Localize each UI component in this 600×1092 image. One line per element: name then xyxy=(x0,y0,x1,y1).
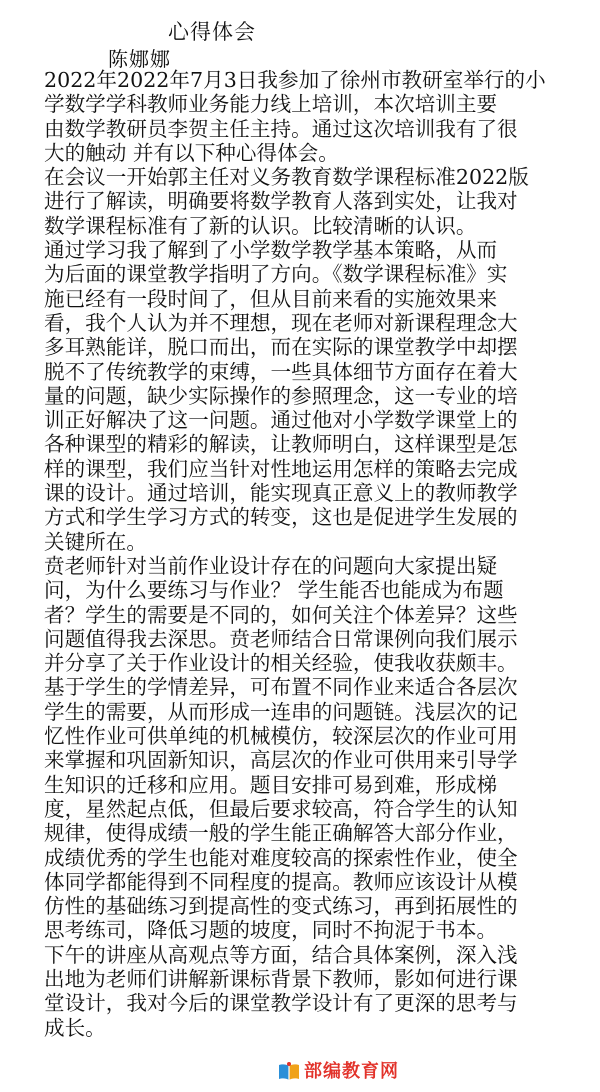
body-line: 由数学教研员李贺主任主持。通过这次培训我有了很 xyxy=(44,116,518,141)
body-line: 下午的讲座从高观点等方面，结合具体案例，深入浅 xyxy=(44,942,518,967)
document-author: 陈娜娜 xyxy=(108,47,171,71)
body-line: 来掌握和巩固新知识，高层次的作业可供用来引导学 xyxy=(44,748,518,773)
body-line: 脱不了传统教学的束缚，一些具体细节方面存在着大 xyxy=(44,359,518,384)
body-line: 成长。 xyxy=(44,1015,106,1040)
document-title: 心得体会 xyxy=(168,20,256,44)
body-line: 并分享了关于作业设计的相关经验，使我收获颇丰。 xyxy=(44,651,518,676)
body-line: 进行了解读，明确要将数学教育人落到实处，让我对 xyxy=(44,189,518,214)
body-line: 学数学学科教师业务能力线上培训，本次培训主要 xyxy=(44,92,498,117)
body-line: 训正好解决了这一问题。通过他对小学数学课堂上的 xyxy=(44,408,518,433)
watermark-text: 部编教育网 xyxy=(304,1061,399,1082)
body-line: 在会议一开始郭主任对义务教育数学课程标准2022版 xyxy=(44,165,529,190)
body-line: 问题值得我去深思。贲老师结合日常课例向我们展示 xyxy=(44,626,518,651)
body-line: 方式和学生学习方式的转变，这也是促进学生发展的 xyxy=(44,505,518,530)
body-line: 仿性的基础练习到提高性的变式练习，再到拓展性的 xyxy=(44,894,518,919)
body-line: 各种课型的精彩的解读，让教师明白，这样课型是怎 xyxy=(44,432,518,457)
open-book-icon xyxy=(277,1061,301,1083)
body-line: 基于学生的学情差异，可布置不同作业来适合各层次 xyxy=(44,675,518,700)
body-line: 忆性作业可供单纯的机械模仿，较深层次的作业可用 xyxy=(44,724,518,749)
body-line: 学生的需要，从而形成一连串的问题链。浅层次的记 xyxy=(44,699,518,724)
body-line: 样的课型，我们应当针对性地运用怎样的策略去完成 xyxy=(44,456,518,481)
body-line: 贲老师针对当前作业设计存在的问题向大家提出疑 xyxy=(44,553,498,578)
body-line: 2022年2022年7月3日我参加了徐州市教研室举行的小 xyxy=(44,68,546,92)
body-line: 施已经有一段时间了，但从目前来看的实施效果来 xyxy=(44,286,498,311)
body-line: 生知识的迁移和应用。题目安排可易到难，形成梯 xyxy=(44,772,498,797)
body-line: 关键所在。 xyxy=(44,529,147,554)
body-line: 通过学习我了解到了小学数学教学基本策略，从而 xyxy=(44,238,498,263)
body-line: 者？学生的需要是不同的，如何关注个体差异？这些 xyxy=(44,602,518,627)
body-line: 规律，使得成绩一般的学生能正确解答大部分作业， xyxy=(44,821,518,846)
body-line: 课的设计。通过培训，能实现真正意义上的教师教学 xyxy=(44,481,518,506)
document-body xyxy=(44,68,600,1040)
body-line: 看，我个人认为并不理想，现在老师对新课程理念大 xyxy=(44,310,518,335)
body-line: 多耳熟能详，脱口而出，而在实际的课堂教学中却摆 xyxy=(44,335,518,360)
body-line: 成绩优秀的学生也能对难度较高的探索性作业，使全 xyxy=(44,845,518,870)
body-line: 为后面的课堂教学指明了方向。《数学课程标准》实 xyxy=(44,262,508,287)
site-watermark xyxy=(275,1058,401,1086)
body-line: 数学课程标准有了新的认识。比较清晰的认识。 xyxy=(44,213,477,238)
body-line: 度，星然起点低，但最后要求较高，符合学生的认知 xyxy=(44,796,518,821)
body-line: 大的触动 并有以下种心得体会。 xyxy=(44,140,339,165)
body-line: 体同学都能得到不同程度的提高。教师应该设计从模 xyxy=(44,869,518,894)
body-line: 量的问题，缺少实际操作的参照理念，这一专业的培 xyxy=(44,383,518,408)
body-line: 问，为什么要练习与作业？ 学生能否也能成为布题 xyxy=(44,578,504,603)
body-line: 堂设计，我对今后的课堂教学设计有了更深的思考与 xyxy=(44,991,518,1016)
body-line: 思考练司，降低习题的坡度，同时不拘泥于书本。 xyxy=(44,918,498,943)
body-line: 出地为老师们讲解新课标背景下教师，影如何进行课 xyxy=(44,966,518,991)
